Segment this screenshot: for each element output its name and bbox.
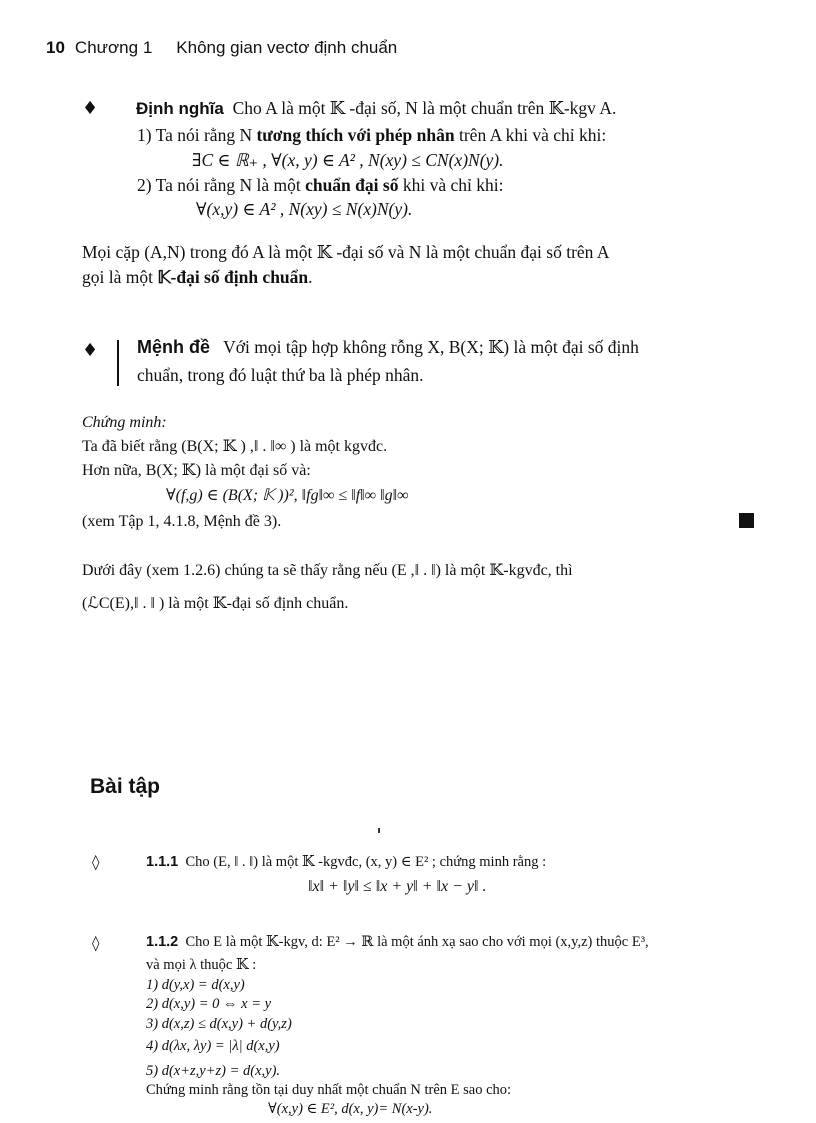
definition-intro: Cho A là một 𝕂 -đại số, N là một chuẩn trên 𝕂-kgv A.: [232, 98, 617, 118]
proposition-line-2: chuẩn, trong đó luật thứ ba là phép nhân.: [137, 365, 424, 385]
exercise-2-bullet-icon: ◊: [92, 934, 100, 952]
proof-formula: ∀(f,g) ∈ (B(X; 𝕂 ))², ‖fg‖∞ ≤ ‖f‖∞ ‖g‖∞: [166, 487, 409, 504]
exercise-1-text: Cho (E, ‖ . ‖) là một 𝕂 -kgvđc, (x, y) ∈ E² ; chứng minh rằng :: [185, 854, 547, 870]
exercise-2-item: 5) d(x+z,y+z) = d(x,y).: [146, 1063, 281, 1079]
proposition-heading: Mệnh đề: [137, 337, 211, 357]
exercise-1-number: 1.1.1: [146, 854, 179, 870]
item1-bold: tương thích với phép nhân: [256, 125, 455, 145]
chapter-title: Không gian vectơ định chuẩn: [176, 38, 398, 57]
definition-heading: Định nghĩa: [136, 99, 224, 118]
definition-bullet-icon: ♦: [82, 98, 99, 119]
stray-mark: [378, 828, 380, 833]
item1-prefix: 1) Ta nói rằng N: [137, 125, 253, 145]
exercise-2-line: [146, 934, 649, 951]
para-bold: 𝕂-đại số định chuẩn: [157, 267, 309, 287]
page-number: 10: [46, 38, 65, 57]
para-prefix: gọi là một: [82, 267, 153, 287]
page-header: [46, 38, 397, 58]
definition-formula-2: ∀(x,y) ∈ A² , N(xy) ≤ N(x)N(y).: [196, 199, 413, 219]
exercise-1-bullet-icon: ◊: [92, 853, 100, 871]
exercise-1-formula: ‖x‖ + ‖y‖ ≤ ‖x + y‖ + ‖x − y‖ .: [308, 878, 487, 895]
proposition-bullet-icon: ♦: [82, 340, 99, 361]
exercise-2-number: 1.1.2: [146, 934, 179, 950]
proof-line-1: Ta đã biết rằng (B(X; 𝕂 ) ,‖ . ‖∞ ) là một kgvđc.: [82, 438, 388, 455]
definition-item-1: [137, 125, 606, 146]
item2-suffix: khi và chỉ khi:: [402, 175, 504, 195]
qed-square-icon: [739, 513, 754, 528]
chapter-label: Chương 1: [74, 38, 153, 57]
exercise-2-line-2: và mọi λ thuộc 𝕂 :: [146, 957, 257, 973]
proposition-line-1: [137, 337, 639, 358]
exercise-2-item: 3) d(x,z) ≤ d(x,y) + d(y,z): [146, 1016, 292, 1032]
definition-intro-line: [136, 98, 616, 119]
definition-formula-1: ∃C ∈ ℝ₊ , ∀(x, y) ∈ A² , N(xy) ≤ CN(x)N(y).: [192, 150, 504, 170]
proof-reference: (xem Tập 1, 4.1.8, Mệnh đề 3).: [82, 513, 282, 530]
exercises-heading: Bài tập: [90, 775, 161, 798]
proposition-text-1: Với mọi tập hợp không rỗng X, B(X; 𝕂) là một đại số định: [223, 337, 639, 357]
definition-paragraph-line-1: Mọi cặp (A,N) trong đó A là một 𝕂 -đại số và N là một chuẩn đại số trên A: [82, 242, 610, 262]
exercise-2-item: 4) d(λx, λy) = |λ| d(x,y): [146, 1038, 280, 1054]
proof-line-2: Hơn nữa, B(X; 𝕂) là một đại số và:: [82, 462, 311, 479]
proposition-bar: [117, 340, 119, 386]
para-suffix: .: [308, 267, 313, 287]
exercise-2-item: 2) d(x,y) = 0 ⇔ x = y: [146, 996, 272, 1012]
proof-label: Chứng minh:: [82, 414, 167, 431]
exercise-2-final-formula: ∀(x,y) ∈ E², d(x, y)= N(x-y).: [268, 1101, 433, 1117]
exercise-2-text: Cho E là một 𝕂-kgv, d: E² → ℝ là một ánh xạ sao cho với mọi (x,y,z) thuộc E³,: [185, 934, 649, 950]
item1-suffix: trên A khi và chỉ khi:: [458, 125, 607, 145]
followup-line-1: Dưới đây (xem 1.2.6) chúng ta sẽ thấy rằng nếu (E ,‖ . ‖) là một 𝕂-kgvđc, thì: [82, 562, 573, 579]
item2-bold: chuẩn đại số: [305, 175, 399, 195]
exercise-2-item: 1) d(y,x) = d(x,y): [146, 977, 245, 993]
definition-item-2: [137, 175, 503, 196]
definition-paragraph-line-2: [82, 267, 313, 288]
item2-prefix: 2) Ta nói rằng N là một: [137, 175, 301, 195]
followup-line-2: (ℒC(E),‖ . ‖ ) là một 𝕂-đại số định chuẩn.: [82, 595, 349, 612]
exercise-1-line: [146, 854, 546, 871]
exercise-2-conclusion: Chứng minh rằng tồn tại duy nhất một chuẩn N trên E sao cho:: [146, 1082, 512, 1098]
